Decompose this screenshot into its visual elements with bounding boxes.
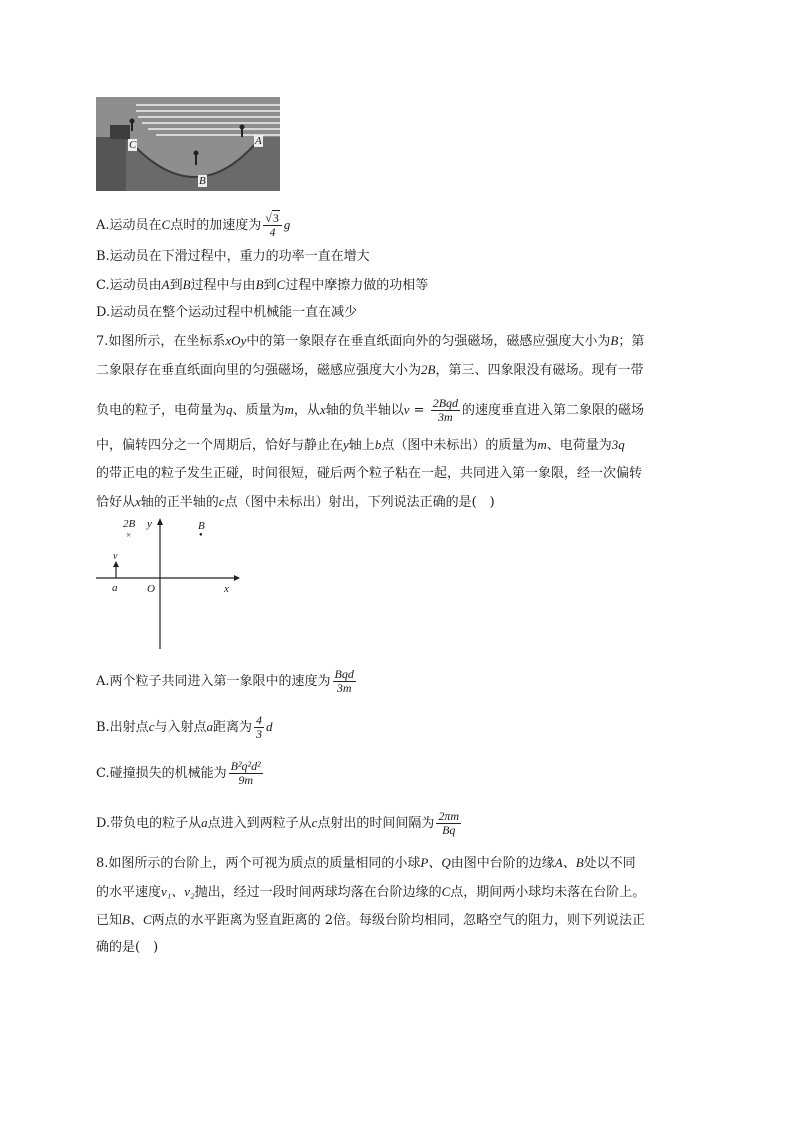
- cross-mark: ×: [126, 530, 132, 540]
- q6-option-d: D.运动员在整个运动过程中机械能一直在减少: [96, 305, 358, 320]
- q7-line-3: 负电的粒子，电荷量为q、质量为m，从x轴的负半轴以v = $\frac{\text{2Bqd}}{3m}$ 的速度垂直进入第二象限的磁场: [96, 396, 645, 424]
- q7-option-d: D.带负电的粒子从a点进入到两粒子从c点射出的时间间隔为 $\frac{2\pi m}{Bq}$: [96, 809, 460, 837]
- q8-line-4: 确的是( ): [96, 940, 159, 955]
- dot-mark: ●: [199, 532, 203, 538]
- q6-option-a: A.运动员在C点时的加速度为 $\frac{√3}{4}$ g: [96, 211, 291, 239]
- v-label: v: [113, 551, 118, 562]
- q7-c-fraction: $\frac{\text{B²q²d²}}{9m}$: [230, 759, 261, 787]
- q7-line-1: 7.如图所示，在坐标系xOy中的第一象限存在垂直纸面向外的匀强磁场，磁感应强度大小为B；第: [96, 333, 645, 349]
- x-axis-label: x: [224, 583, 229, 595]
- q7-line-5: 的带正电的粒子发生正碰，时间很短，碰后两个粒子粘在一起，共同进入第一象限，经一次偏转: [96, 466, 643, 481]
- origin-label: O: [147, 583, 155, 595]
- photo-label-b: B: [199, 175, 206, 187]
- q7-b-fraction: $\frac{4}{3}$: [256, 713, 262, 741]
- field-2B-label: 2B: [123, 518, 136, 530]
- q7-line-4: 中，偏转四分之一个周期后，恰好与静止在y轴上b点（图中未标出）的质量为m、电荷量为3q: [96, 437, 625, 453]
- photo-label-a: A: [255, 135, 262, 147]
- q8-line-3: 已知B、C两点的水平距离为竖直距离的 2倍。每级台阶均相同，忽略空气的阻力，则下列说法正: [96, 912, 646, 928]
- q7-line-2: 二象限存在垂直纸面向里的匀强磁场，磁感应强度大小为2B，第三、四象限没有磁场。现有一带: [96, 362, 644, 378]
- halfpipe-photo: [96, 97, 280, 191]
- q7-option-a: A.两个粒子共同进入第一象限中的速度为 $\frac{\text{Bqd}}{3m}$: [96, 667, 354, 695]
- q7-option-c: C.碰撞损失的机械能为 $\frac{\text{B²q²d²}}{9m}$: [96, 759, 261, 787]
- q7-option-b: B.出射点c与入射点a距离为 $\frac{4}{3}$ d: [96, 713, 273, 741]
- q8-line-2: 的水平速度v₁、v₂抛出，经过一段时间两球均落在台阶边缘的C点，期间两小球均未落在台阶上。: [96, 884, 646, 900]
- q7-line-6: 恰好从x轴的正半轴的c点（图中未标出）射出，下列说法正确的是( ): [96, 494, 495, 510]
- q7-coordinate-figure: [96, 515, 246, 655]
- q7-a-fraction: $\frac{\text{Bqd}}{3m}$: [334, 667, 354, 695]
- halfpipe-illustration: [96, 97, 280, 191]
- photo-label-c: C: [129, 139, 137, 151]
- q7-d-fraction: $\frac{2\pi m}{Bq}$: [438, 809, 460, 837]
- q7-velocity-fraction: $\frac{\text{2Bqd}}{3m}$: [432, 396, 459, 424]
- q6-a-fraction: $\frac{√3}{4}$: [263, 212, 282, 239]
- q6-option-b: B.运动员在下滑过程中，重力的功率一直在增大: [96, 249, 370, 264]
- y-axis-label: y: [147, 518, 152, 530]
- q6-option-c: C.运动员由A到B过程中与由B到C过程中摩擦力做的功相等: [96, 277, 429, 293]
- a-label: a: [112, 582, 118, 594]
- q8-line-1: 8.如图所示的台阶上，两个可视为质点的质量相同的小球P、Q由图中台阶的边缘A、B处以不同: [96, 855, 636, 871]
- field-B-label: B: [198, 520, 205, 532]
